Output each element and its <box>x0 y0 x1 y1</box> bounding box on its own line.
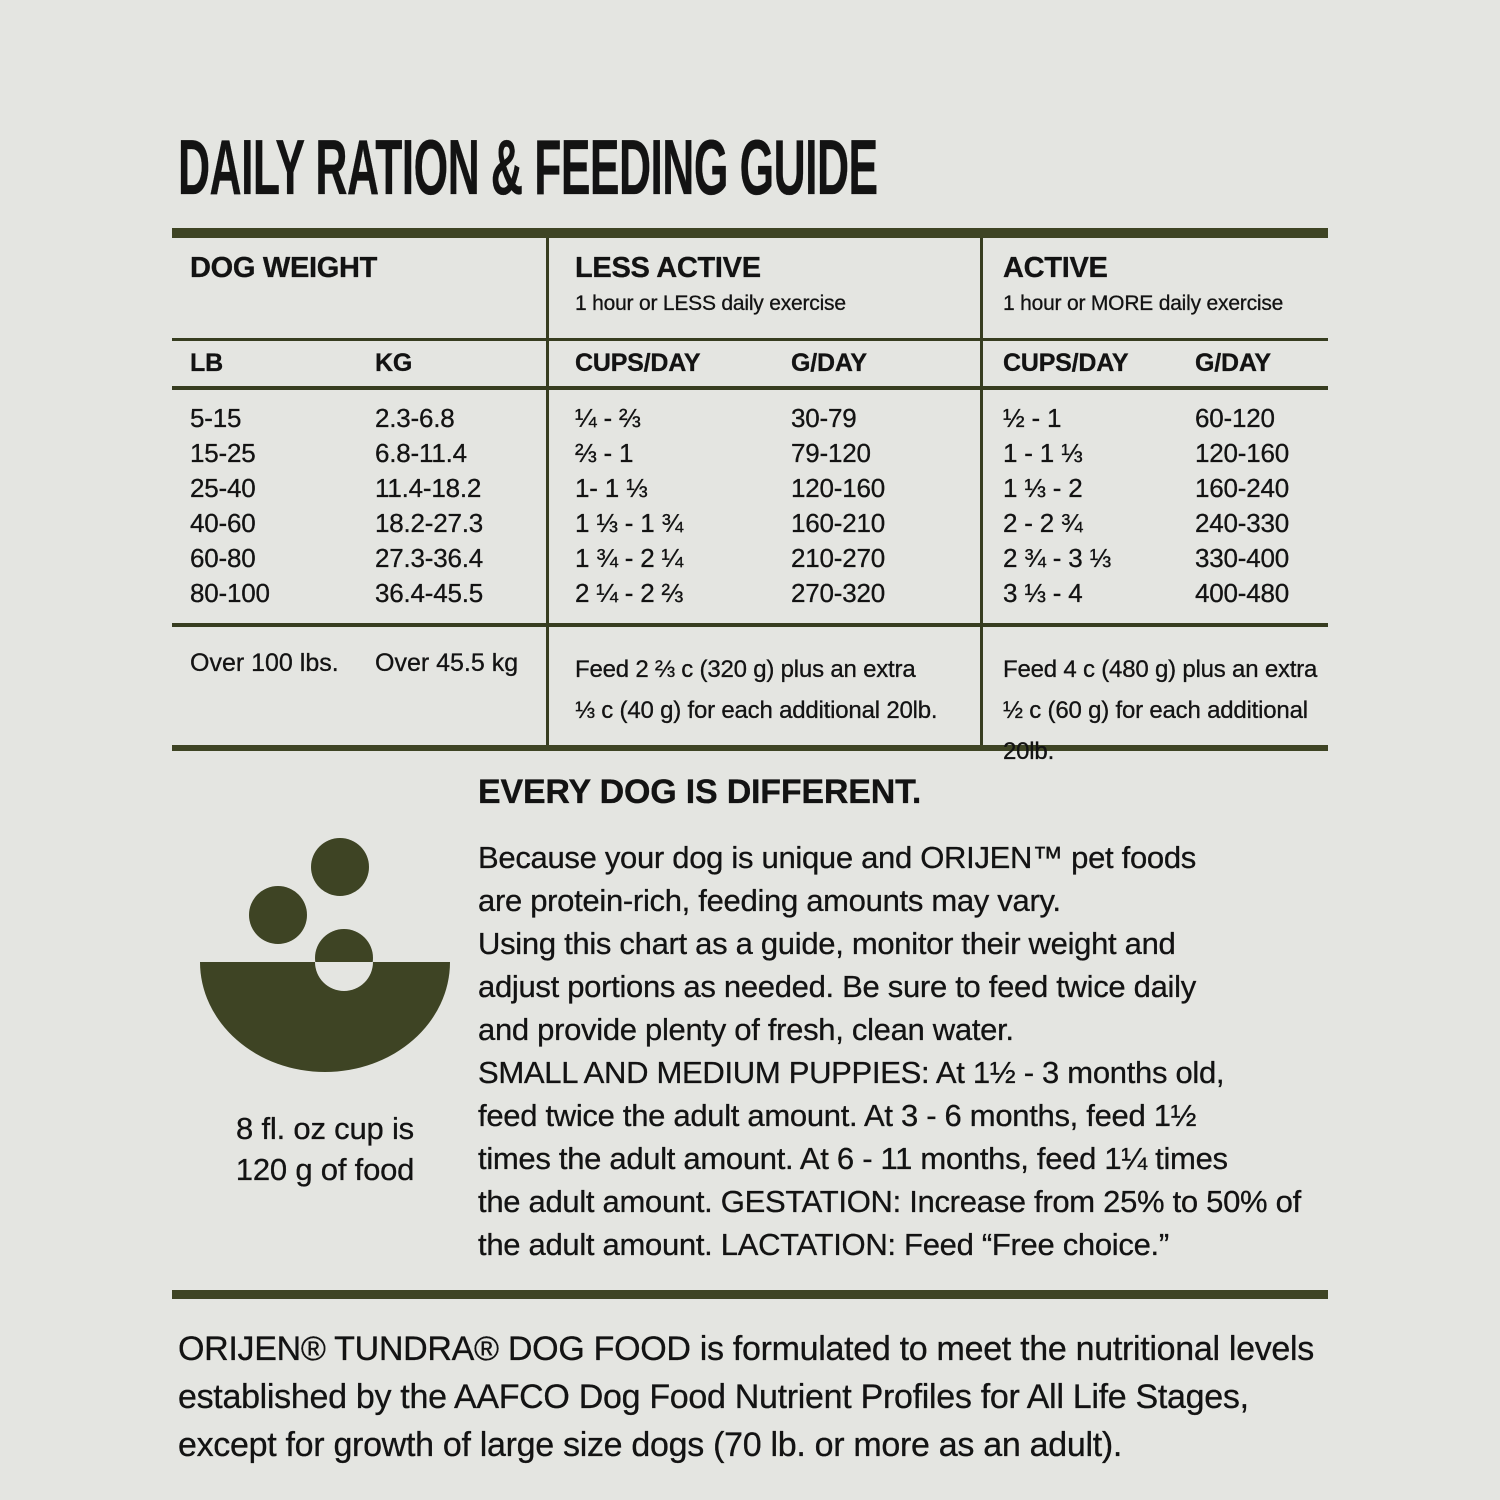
group-title: DOG WEIGHT <box>190 252 378 284</box>
section-divider-bar <box>172 1290 1328 1299</box>
table-row <box>575 436 980 471</box>
paragraph-line: the adult amount. LACTATION: Feed “Free choice.” <box>478 1227 1169 1262</box>
feed-note-line: ½ c (60 g) for each additional 20lb. <box>1003 697 1308 765</box>
group-subtitle: 1 hour or LESS daily exercise <box>575 292 846 315</box>
table-row <box>190 506 546 541</box>
table-cell: 6.8-11.4 <box>375 438 467 468</box>
table-top-bar <box>172 228 1328 238</box>
column-headers-active <box>983 341 1328 390</box>
page-title: DAILY RATION & FEEDING GUIDE <box>178 123 878 211</box>
group-title: ACTIVE <box>1003 252 1108 284</box>
column-headers-dog-weight <box>172 341 546 390</box>
table-cell: 160-210 <box>791 508 886 538</box>
paragraph-line: SMALL AND MEDIUM PUPPIES: At 1½ - 3 months old, <box>478 1055 1225 1090</box>
table-cell: 2 ¼ - 2 ⅔ <box>575 578 684 608</box>
group-header-active <box>983 238 1328 341</box>
table-row <box>190 401 546 436</box>
footer-line: except for growth of large size dogs (70 lb. or more as an adult). <box>178 1426 1123 1464</box>
feed-note-line: ⅓ c (40 g) for each additional 20lb. <box>575 697 938 724</box>
feeding-advice-paragraph <box>478 836 1328 1266</box>
table-cell: 120-160 <box>791 473 886 503</box>
section-heading-every-dog: EVERY DOG IS DIFFERENT. <box>478 773 922 811</box>
footer-line: ORIJEN® TUNDRA® DOG FOOD is formulated to meet the nutritional levels <box>178 1330 1314 1368</box>
feed-note-line: Feed 2 ⅔ c (320 g) plus an extra <box>575 656 916 683</box>
table-cell: 2 ¾ - 3 ⅓ <box>1003 543 1112 573</box>
table-cell: 1 ⅓ - 1 ¾ <box>575 508 684 538</box>
table-cell: 1 ⅓ - 2 <box>1003 473 1083 503</box>
table-row <box>1003 576 1328 611</box>
paragraph-line: adjust portions as needed. Be sure to feed twice daily <box>478 969 1196 1004</box>
paragraph-line: Using this chart as a guide, monitor their weight and <box>478 926 1176 961</box>
col-header-cups-active: CUPS/DAY <box>1003 349 1129 377</box>
feeding-advice-column <box>478 765 1328 1266</box>
group-subtitle: 1 hour or MORE daily exercise <box>1003 292 1284 315</box>
paragraph-line: feed twice the adult amount. At 3 - 6 months, feed 1½ <box>478 1098 1197 1133</box>
info-section <box>172 765 1328 1266</box>
cup-note-line: 8 fl. oz cup is <box>236 1111 414 1146</box>
table-body-dog-weight <box>172 390 546 627</box>
table-row <box>1003 541 1328 576</box>
table-row <box>190 541 546 576</box>
table-cell: 5-15 <box>190 403 242 433</box>
aafco-statement <box>172 1325 1328 1469</box>
page-content <box>172 0 1328 1469</box>
group-active <box>980 238 1328 765</box>
table-cell: 40-60 <box>190 508 256 538</box>
table-cell: 36.4-45.5 <box>375 578 484 608</box>
group-title: LESS ACTIVE <box>575 252 761 284</box>
food-bowl-icon <box>175 817 475 1079</box>
over-kg: Over 45.5 kg <box>375 649 519 677</box>
column-headers-less-active <box>549 341 980 390</box>
table-cell: 30-79 <box>791 403 857 433</box>
table-cell: 25-40 <box>190 473 256 503</box>
group-dog-weight <box>172 238 546 745</box>
table-cell: 60-120 <box>1195 403 1275 433</box>
table-cell: 27.3-36.4 <box>375 543 484 573</box>
table-cell: 400-480 <box>1195 578 1290 608</box>
group-header-dog-weight <box>172 238 546 341</box>
paragraph-line: Because your dog is unique and ORIJEN™ pet foods <box>478 840 1196 875</box>
table-row <box>1003 436 1328 471</box>
table-row <box>575 471 980 506</box>
table-cell: 2.3-6.8 <box>375 403 455 433</box>
cup-size-note <box>172 1108 478 1190</box>
over-feed-note-less-active <box>549 627 980 745</box>
table-row <box>575 401 980 436</box>
table-cell: 18.2-27.3 <box>375 508 484 538</box>
table-cell: 1 - 1 ⅓ <box>1003 438 1083 468</box>
col-header-g-less: G/DAY <box>791 349 867 377</box>
group-header-less-active <box>549 238 980 341</box>
footer-line: established by the AAFCO Dog Food Nutrient Profiles for All Life Stages, <box>178 1378 1249 1416</box>
table-cell: 330-400 <box>1195 543 1290 573</box>
table-row <box>575 506 980 541</box>
table-cell: 1 ¾ - 2 ¼ <box>575 543 684 573</box>
table-body-active <box>983 390 1328 627</box>
table-cell: 210-270 <box>791 543 886 573</box>
table-cell: ⅔ - 1 <box>575 438 634 468</box>
table-cell: 3 ⅓ - 4 <box>1003 578 1083 608</box>
table-row <box>190 471 546 506</box>
table-row <box>1003 401 1328 436</box>
table-row <box>1003 471 1328 506</box>
table-cell: ¼ - ⅔ <box>575 403 641 433</box>
paragraph-line: the adult amount. GESTATION: Increase from 25% to 50% of <box>478 1184 1301 1219</box>
table-cell: 1- 1 ⅓ <box>575 473 648 503</box>
col-header-kg: KG <box>375 349 413 377</box>
col-header-lb: LB <box>190 349 223 377</box>
col-header-cups-less: CUPS/DAY <box>575 349 701 377</box>
table-cell: 60-80 <box>190 543 256 573</box>
feed-note-line: Feed 4 c (480 g) plus an extra <box>1003 656 1318 683</box>
table-row <box>575 576 980 611</box>
table-cell: 11.4-18.2 <box>375 473 482 503</box>
table-row <box>575 541 980 576</box>
paragraph-line: and provide plenty of fresh, clean water. <box>478 1012 1014 1047</box>
table-cell: 160-240 <box>1195 473 1290 503</box>
table-row <box>1003 506 1328 541</box>
table-cell: 2 - 2 ¾ <box>1003 508 1083 538</box>
table-row <box>190 576 546 611</box>
paragraph-line: are protein-rich, feeding amounts may vary. <box>478 883 1061 918</box>
table-cell: ½ - 1 <box>1003 403 1062 433</box>
paragraph-line: times the adult amount. At 6 - 11 months, feed 1¼ times <box>478 1141 1228 1176</box>
over-lb: Over 100 lbs. <box>190 649 339 677</box>
table-grid <box>172 238 1328 765</box>
over-weight-row <box>172 627 546 745</box>
table-body-less-active <box>549 390 980 627</box>
table-cell: 270-320 <box>791 578 886 608</box>
cup-illustration-column <box>172 765 478 1266</box>
table-cell: 120-160 <box>1195 438 1290 468</box>
table-row <box>190 436 546 471</box>
table-cell: 240-330 <box>1195 508 1290 538</box>
table-cell: 79-120 <box>791 438 871 468</box>
table-cell: 15-25 <box>190 438 256 468</box>
over-feed-note-active <box>983 627 1328 765</box>
col-header-g-active: G/DAY <box>1195 349 1271 377</box>
group-less-active <box>546 238 980 745</box>
cup-note-line: 120 g of food <box>235 1152 415 1187</box>
table-cell: 80-100 <box>190 578 270 608</box>
feeding-table <box>172 228 1328 765</box>
